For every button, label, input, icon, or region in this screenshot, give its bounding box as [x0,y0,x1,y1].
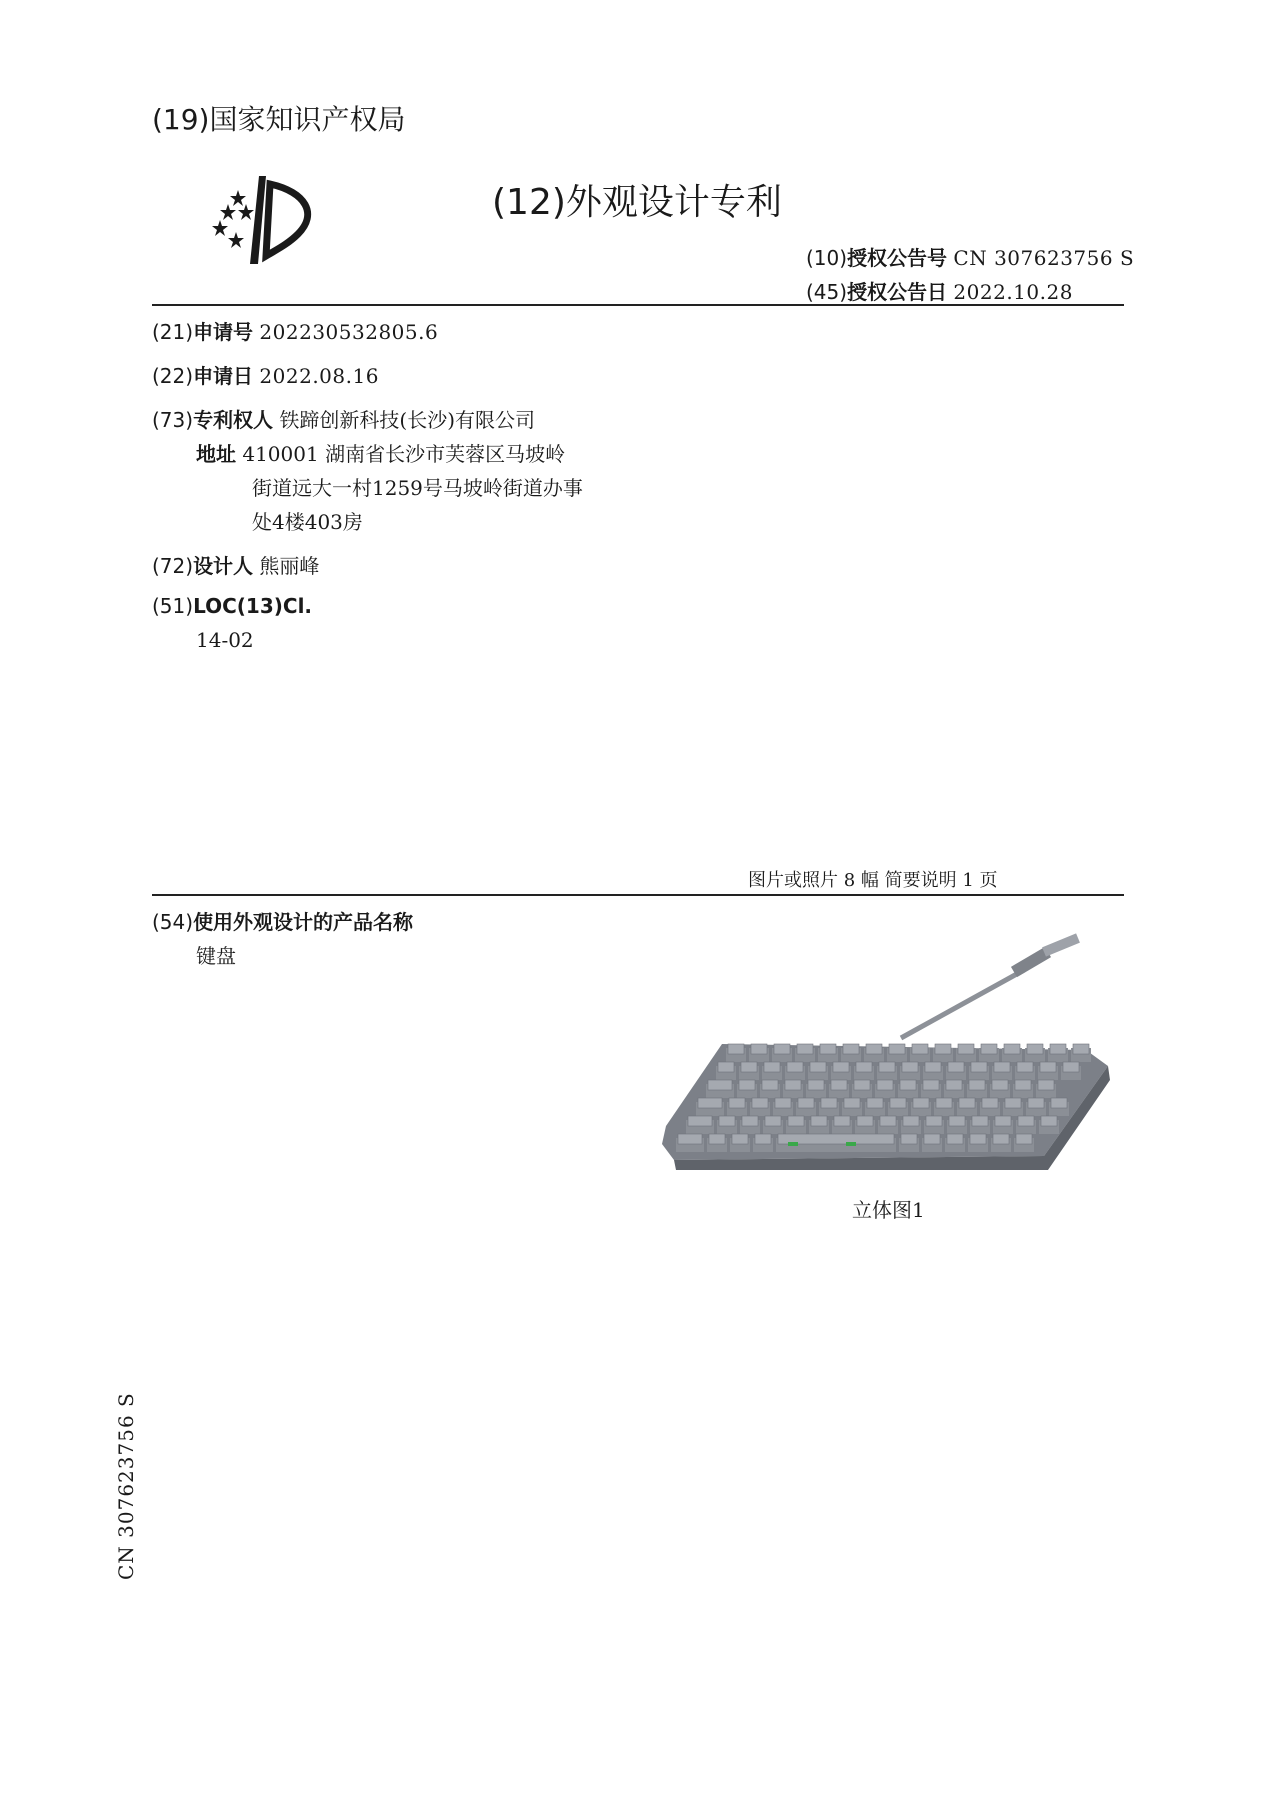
key-cap [829,1080,849,1098]
key-cap [696,1098,724,1116]
key-cap [1071,1044,1091,1062]
key-cap [1016,1116,1036,1134]
key-cap [957,1098,977,1116]
app-no-line [152,316,438,345]
key-cap [865,1098,885,1116]
key-cap [808,1062,828,1080]
office-code: (19) [152,103,210,136]
pub-date-line [806,276,1073,305]
figure-count: 图片或照片 8 幅 简要说明 1 页 [748,870,998,891]
pub-date-value: 2022.10.28 [953,280,1073,304]
key-cap [739,1062,759,1080]
key-cap [706,1080,734,1098]
key-cap [707,1134,727,1152]
key-cap [737,1080,757,1098]
key-cap [1002,1044,1022,1062]
loc-value: 14-02 [196,628,254,652]
key-cap [887,1044,907,1062]
side-publication-id: CN 307623756 S [114,1392,138,1580]
patentee-line [152,404,535,433]
key-cap [783,1080,803,1098]
key-cap [878,1116,898,1134]
key-cap [1049,1098,1069,1116]
app-date-line [152,360,379,389]
key-cap [1036,1080,1056,1098]
doc-kind-code: (12) [492,182,566,223]
app-date-value: 2022.08.16 [259,364,379,388]
key-cap [763,1116,783,1134]
key-cap [785,1062,805,1080]
key-cap [730,1134,750,1152]
loc-line [152,594,312,618]
designer-label: 设计人 [193,554,254,578]
pub-date-code: (45) [806,280,848,304]
key-cap [855,1116,875,1134]
header-divider [152,304,1124,306]
key-cap [1013,1080,1033,1098]
key-cap [795,1044,815,1062]
address-line3: 处4楼403房 [252,510,363,534]
key-cap [1014,1134,1034,1152]
key-cap [854,1062,874,1080]
product-label: 使用外观设计的产品名称 [193,910,414,934]
key-cap [924,1116,944,1134]
patentee-code: (73) [152,408,194,432]
doc-kind: 外观设计专利 [565,182,782,223]
key-cap [921,1080,941,1098]
office-line [152,98,406,138]
app-date-label: 申请日 [193,364,254,388]
key-cap [1026,1098,1046,1116]
key-cap [899,1134,919,1152]
designer-value: 熊丽峰 [259,554,320,578]
loc-label: LOC(13)Cl. [193,594,313,618]
address-line1: 410001 湖南省长沙市芙蓉区马坡岭 [242,442,566,466]
pub-no-value: CN 307623756 S [953,246,1135,270]
app-no-value: 202230532805.6 [259,320,439,344]
pub-no-label: 授权公告号 [847,246,948,270]
key-cap [969,1062,989,1080]
product-line [152,906,413,935]
key-cap [786,1116,806,1134]
key-cap [967,1080,987,1098]
key-cap [934,1098,954,1116]
key-cap [898,1080,918,1098]
key-cap [945,1134,965,1152]
doc-kind-title [492,174,782,225]
key-cap [1025,1044,1045,1062]
address-line2: 街道远大一村1259号马坡岭街道办事 [252,476,583,500]
key-cap [753,1134,773,1152]
key-cap [968,1134,988,1152]
key-cap [852,1080,872,1098]
key-cap [809,1116,829,1134]
key-cap [910,1044,930,1062]
key-cap [750,1098,770,1116]
key-cap [1038,1062,1058,1080]
key-cap [831,1062,851,1080]
key-cap [726,1044,746,1062]
patentee-label: 专利权人 [193,408,274,432]
key-cap [717,1116,737,1134]
key-cap [1015,1062,1035,1080]
key-cap [979,1044,999,1062]
designer-code: (72) [152,554,194,578]
key-cap [832,1116,852,1134]
app-no-label: 申请号 [193,320,254,344]
pub-no-line [806,242,1134,271]
address-line [196,438,565,467]
key-cap [1039,1116,1059,1134]
app-no-code: (21) [152,320,194,344]
key-cap [749,1044,769,1062]
section-divider [152,894,1124,896]
address-label: 地址 [196,442,236,466]
key-cap [1061,1062,1081,1080]
office-name: 国家知识产权局 [209,103,406,136]
key-cap [888,1098,908,1116]
key-cap [760,1080,780,1098]
key-cap [818,1044,838,1062]
key-cap [772,1044,792,1062]
key-cap [806,1080,826,1098]
key-cap [990,1080,1010,1098]
key-cap [933,1044,953,1062]
key-cap [947,1116,967,1134]
patentee-value: 铁蹄创新科技(长沙)有限公司 [279,408,536,432]
designer-line [152,550,319,579]
key-cap [992,1062,1012,1080]
key-cap [993,1116,1013,1134]
key-cap [819,1098,839,1116]
product-code: (54) [152,910,194,934]
key-cap [877,1062,897,1080]
key-cap [911,1098,931,1116]
loc-code: (51) [152,594,194,618]
key-cap [864,1044,884,1062]
key-cap [686,1116,714,1134]
figure-caption: 立体图1 [852,1198,925,1222]
key-cap [875,1080,895,1098]
key-cap [796,1098,816,1116]
key-cap [762,1062,782,1080]
keyboard-drawing-icon [656,930,1116,1170]
key-cap [923,1062,943,1080]
key-cap [991,1134,1011,1152]
key-cap [900,1062,920,1080]
key-cap [716,1062,736,1080]
key-cap [842,1098,862,1116]
key-cap [1003,1098,1023,1116]
app-date-code: (22) [152,364,194,388]
pub-no-code: (10) [806,246,848,270]
key-cap [970,1116,990,1134]
key-cap [727,1098,747,1116]
key-cap [946,1062,966,1080]
key-cap [1048,1044,1068,1062]
key-cap [773,1098,793,1116]
product-value: 键盘 [196,944,236,968]
key-cap [740,1116,760,1134]
cnipa-logo-icon [206,168,326,268]
key-cap [956,1044,976,1062]
key-cap [980,1098,1000,1116]
key-cap [901,1116,921,1134]
key-cap [922,1134,942,1152]
key-cap [944,1080,964,1098]
pub-date-label: 授权公告日 [847,280,948,304]
key-cap [676,1134,704,1152]
key-cap [841,1044,861,1062]
